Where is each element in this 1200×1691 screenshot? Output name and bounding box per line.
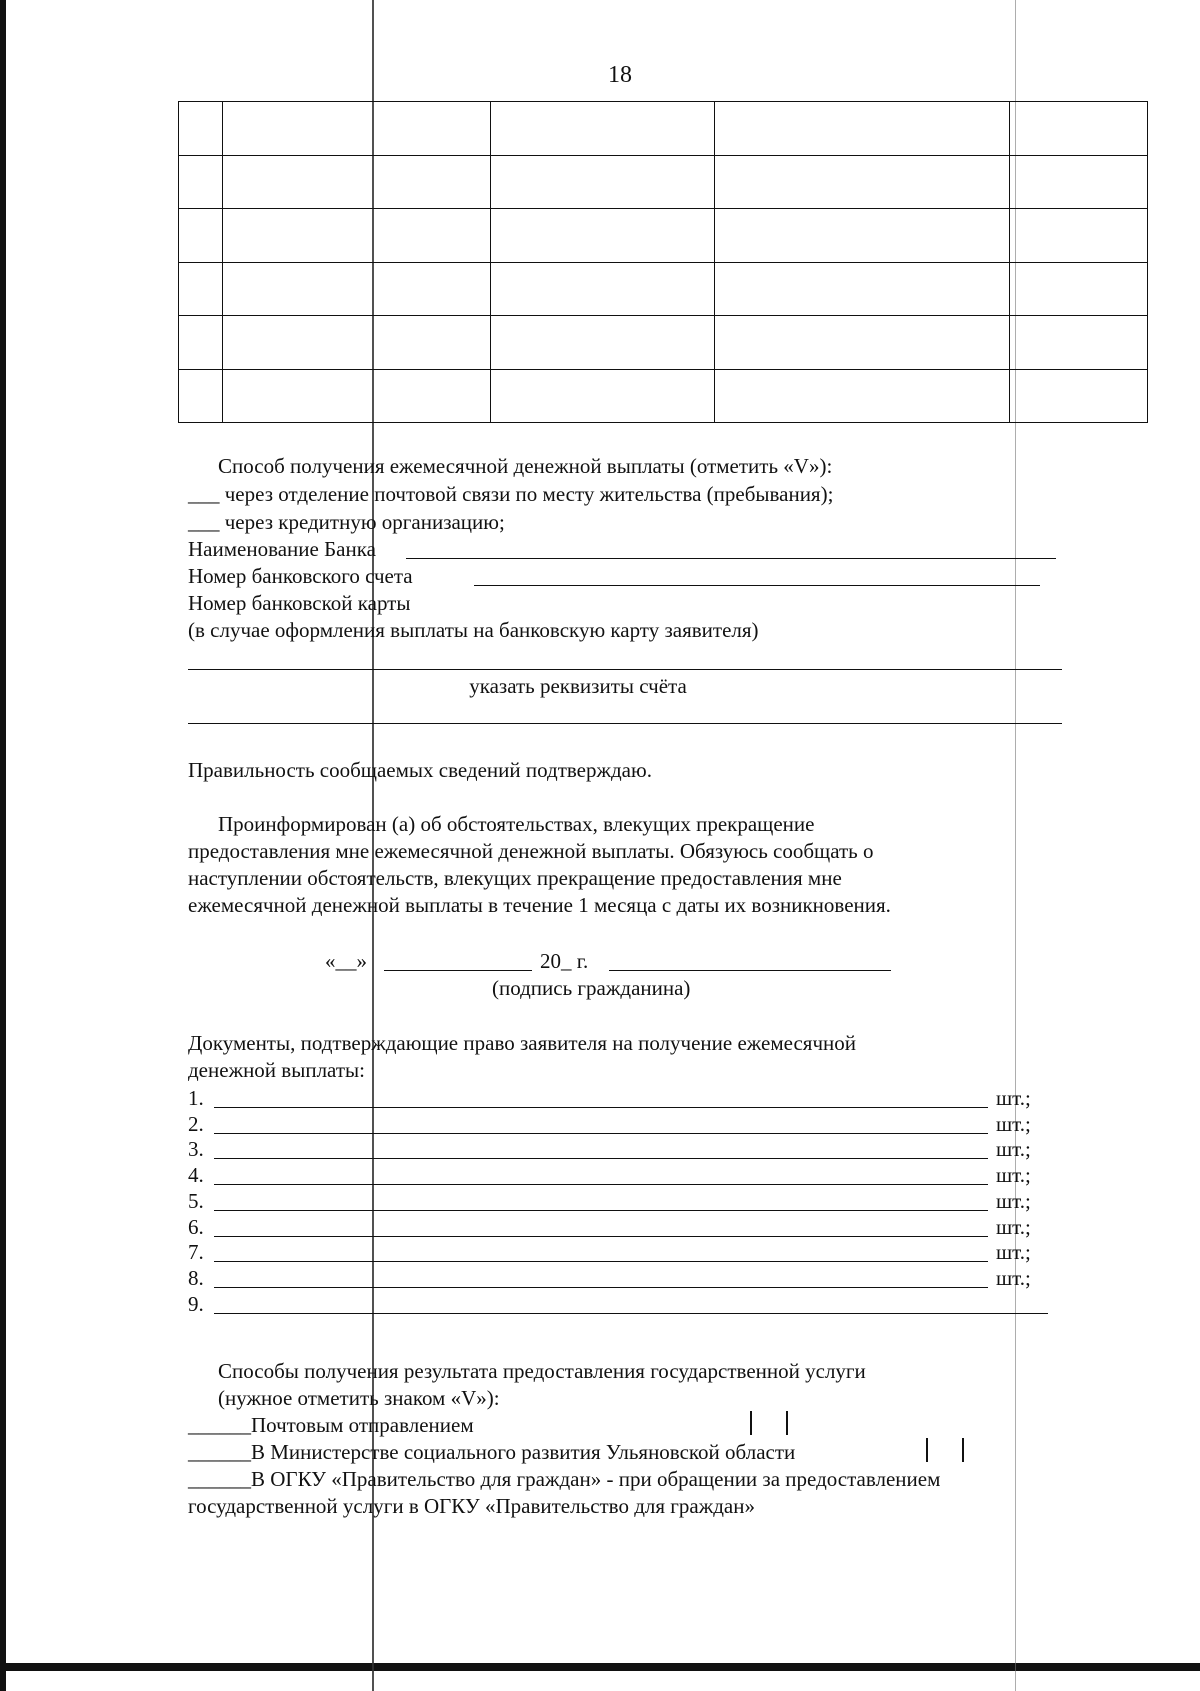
- document-item-field[interactable]: [214, 1210, 988, 1211]
- document-item-field[interactable]: [214, 1236, 988, 1237]
- scan-bottom-edge: [0, 1663, 1200, 1671]
- result-ministry-label: В Министерстве социального развития Ульяновской области: [251, 1440, 796, 1464]
- document-item-number: 3.: [188, 1137, 204, 1161]
- payment-heading: Способ получения ежемесячной денежной выплаты (отметить «V»):: [218, 454, 833, 478]
- document-item-number: 9.: [188, 1292, 204, 1316]
- document-item-field[interactable]: [214, 1313, 1048, 1314]
- table-cell[interactable]: [1010, 316, 1148, 370]
- table-row: [179, 316, 1148, 370]
- table-cell[interactable]: [490, 209, 715, 263]
- table-row: [179, 102, 1148, 156]
- result-post-blank[interactable]: ______: [188, 1413, 251, 1437]
- account-field[interactable]: [474, 585, 1040, 586]
- table-cell[interactable]: [1010, 102, 1148, 156]
- table-cell[interactable]: [179, 155, 223, 209]
- documents-heading-1: Документы, подтверждающие право заявителя на получение ежемесячной: [188, 1031, 856, 1055]
- page-number: 18: [608, 62, 632, 88]
- signature-month-field[interactable]: [384, 970, 532, 971]
- table-row: [179, 155, 1148, 209]
- card-note: (в случае оформления выплаты на банковскую карту заявителя): [188, 618, 759, 642]
- signature-caption: (подпись гражданина): [492, 976, 691, 1000]
- document-item-unit: шт.;: [996, 1266, 1031, 1290]
- requisites-line-1[interactable]: [188, 669, 1062, 670]
- data-table: [178, 101, 1148, 423]
- table-cell[interactable]: [490, 316, 715, 370]
- document-item-number: 2.: [188, 1112, 204, 1136]
- bank-option-label: через кредитную организацию;: [219, 510, 505, 534]
- table-cell[interactable]: [222, 209, 490, 263]
- post-option-label: через отделение почтовой связи по месту жительства (пребывания);: [219, 482, 834, 506]
- result-option-mfc: [188, 1466, 940, 1493]
- requisites-line-2[interactable]: [188, 723, 1062, 724]
- informed-line-2: предоставления мне ежемесячной денежной выплаты. Обязуюсь сообщать о: [188, 839, 874, 863]
- document-item-field[interactable]: [214, 1158, 988, 1159]
- informed-line-4: ежемесячной денежной выплаты в течение 1 месяца с даты их возникновения.: [188, 893, 891, 917]
- document-item-number: 7.: [188, 1240, 204, 1264]
- signature-field[interactable]: [609, 970, 891, 971]
- document-item-unit: шт.;: [996, 1112, 1031, 1136]
- result-ministry-blank[interactable]: ______: [188, 1440, 251, 1464]
- table-cell[interactable]: [1010, 209, 1148, 263]
- card-label: Номер банковской карты: [188, 591, 411, 615]
- table-cell[interactable]: [222, 155, 490, 209]
- table-cell[interactable]: [715, 262, 1010, 316]
- document-item-field[interactable]: [214, 1261, 988, 1262]
- bank-name-label: Наименование Банка: [188, 537, 376, 561]
- document-item-unit: шт.;: [996, 1215, 1031, 1239]
- informed-line-3: наступлении обстоятельств, влекущих прекращение предоставления мне: [188, 866, 842, 890]
- signature-date-open: «__»: [325, 949, 367, 973]
- table-cell[interactable]: [1010, 155, 1148, 209]
- requisites-hint: указать реквизиты счёта: [469, 674, 687, 698]
- document-item-number: 6.: [188, 1215, 204, 1239]
- table-row: [179, 369, 1148, 423]
- result-heading-1: Способы получения результата предоставления государственной услуги: [218, 1359, 866, 1383]
- table-cell[interactable]: [179, 316, 223, 370]
- document-item-field[interactable]: [214, 1107, 988, 1108]
- table-cell[interactable]: [222, 316, 490, 370]
- table-cell[interactable]: [490, 369, 715, 423]
- result-ministry-checkbox[interactable]: [926, 1438, 964, 1462]
- signature-year: 20_ г.: [540, 949, 589, 973]
- account-row: [188, 563, 413, 590]
- table-cell[interactable]: [179, 262, 223, 316]
- table-cell[interactable]: [715, 369, 1010, 423]
- document-item-unit: шт.;: [996, 1163, 1031, 1187]
- table-row: [179, 262, 1148, 316]
- result-heading-2: (нужное отметить знаком «V»):: [218, 1386, 500, 1410]
- document-item-unit: шт.;: [996, 1189, 1031, 1213]
- table-cell[interactable]: [222, 262, 490, 316]
- informed-line-1: Проинформирован (а) об обстоятельствах, влекущих прекращение: [218, 812, 815, 836]
- document-item-number: 8.: [188, 1266, 204, 1290]
- payment-option-bank: [188, 509, 505, 536]
- table-cell[interactable]: [179, 209, 223, 263]
- result-post-checkbox[interactable]: [750, 1411, 788, 1435]
- table-cell[interactable]: [179, 369, 223, 423]
- result-mfc-blank[interactable]: ______: [188, 1467, 251, 1491]
- post-blank[interactable]: ___: [188, 482, 220, 506]
- table-cell[interactable]: [715, 155, 1010, 209]
- table-cell[interactable]: [715, 102, 1010, 156]
- table-cell[interactable]: [222, 102, 490, 156]
- document-item-number: 4.: [188, 1163, 204, 1187]
- result-mfc-continuation: государственной услуги в ОГКУ «Правительство для граждан»: [188, 1494, 755, 1518]
- table-row: [179, 209, 1148, 263]
- document-item-field[interactable]: [214, 1133, 988, 1134]
- document-item-field[interactable]: [214, 1184, 988, 1185]
- payment-option-post: [188, 481, 833, 508]
- bank-name-row: [188, 536, 376, 563]
- table-cell[interactable]: [490, 155, 715, 209]
- documents-heading-2: денежной выплаты:: [188, 1058, 365, 1082]
- table-cell[interactable]: [222, 369, 490, 423]
- document-item-unit: шт.;: [996, 1240, 1031, 1264]
- bank-name-field[interactable]: [406, 558, 1056, 559]
- bank-blank[interactable]: ___: [188, 510, 220, 534]
- result-mfc-label: В ОГКУ «Правительство для граждан» - при обращении за предоставлением: [251, 1467, 941, 1491]
- document-item-number: 1.: [188, 1086, 204, 1110]
- account-label: Номер банковского счета: [188, 564, 413, 588]
- table-cell[interactable]: [490, 262, 715, 316]
- confirm-statement: Правильность сообщаемых сведений подтверждаю.: [188, 758, 652, 782]
- table-cell[interactable]: [1010, 369, 1148, 423]
- scan-left-edge: [0, 0, 6, 1691]
- result-option-post: [188, 1412, 474, 1439]
- table-cell[interactable]: [715, 209, 1010, 263]
- table-cell[interactable]: [490, 102, 715, 156]
- document-item-field[interactable]: [214, 1287, 988, 1288]
- table-cell[interactable]: [715, 316, 1010, 370]
- document-item-number: 5.: [188, 1189, 204, 1213]
- table-cell[interactable]: [1010, 262, 1148, 316]
- document-item-unit: шт.;: [996, 1137, 1031, 1161]
- result-option-ministry: [188, 1439, 795, 1466]
- table-cell[interactable]: [179, 102, 223, 156]
- result-post-label: Почтовым отправлением: [251, 1413, 474, 1437]
- document-item-unit: шт.;: [996, 1086, 1031, 1110]
